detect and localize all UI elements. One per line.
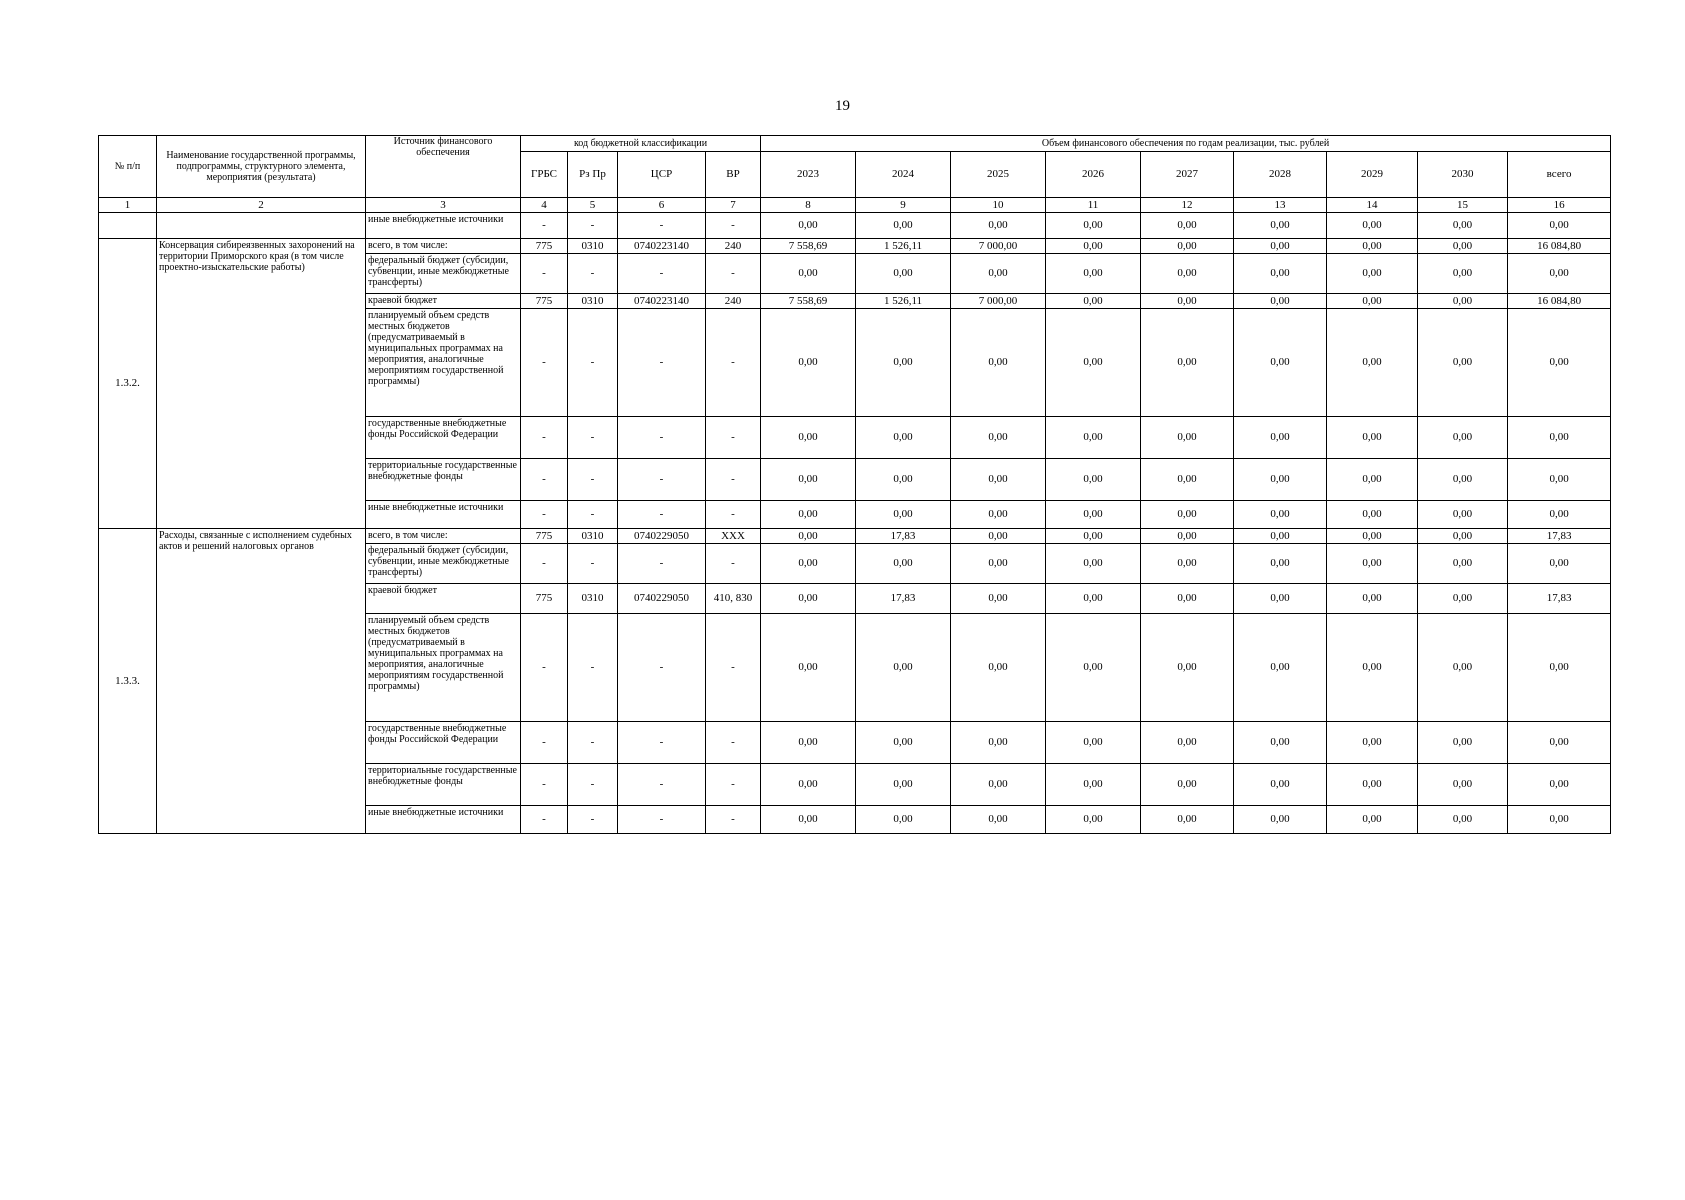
year-value-cell: 0,00 bbox=[1327, 417, 1418, 459]
budget-code-cell: 775 bbox=[521, 239, 568, 254]
budget-code-cell: 775 bbox=[521, 529, 568, 544]
year-value-cell: 0,00 bbox=[1418, 584, 1508, 614]
year-value-cell: 0,00 bbox=[951, 213, 1046, 239]
header-budget-code: код бюджетной классификации bbox=[521, 136, 761, 152]
budget-code-cell: - bbox=[618, 806, 706, 834]
year-value-cell: 0,00 bbox=[1046, 239, 1141, 254]
budget-code-cell: - bbox=[618, 614, 706, 722]
year-value-cell: 0,00 bbox=[1418, 417, 1508, 459]
budget-code-cell: 240 bbox=[706, 294, 761, 309]
year-value-cell: 0,00 bbox=[1418, 722, 1508, 764]
year-value-cell: 0,00 bbox=[761, 764, 856, 806]
header-code-col: ЦСР bbox=[618, 152, 706, 198]
year-value-cell: 0,00 bbox=[761, 254, 856, 294]
year-value-cell: 0,00 bbox=[761, 309, 856, 417]
column-number: 10 bbox=[951, 198, 1046, 213]
funding-source: всего, в том числе: bbox=[366, 239, 521, 254]
funding-source: краевой бюджет bbox=[366, 584, 521, 614]
header-column-numbers bbox=[99, 198, 1611, 213]
header-volume: Объем финансового обеспечения по годам реализации, тыс. рублей bbox=[761, 136, 1611, 152]
year-value-cell: 0,00 bbox=[1141, 294, 1234, 309]
budget-code-cell: - bbox=[568, 722, 618, 764]
year-value-cell: 17,83 bbox=[856, 529, 951, 544]
budget-code-cell: - bbox=[618, 459, 706, 501]
year-value-cell: 0,00 bbox=[1418, 544, 1508, 584]
year-value-cell: 0,00 bbox=[1234, 722, 1327, 764]
year-value-cell: 0,00 bbox=[1046, 459, 1141, 501]
year-value-cell: 0,00 bbox=[1141, 254, 1234, 294]
year-value-cell: 0,00 bbox=[761, 417, 856, 459]
budget-code-cell: - bbox=[521, 722, 568, 764]
year-value-cell: 0,00 bbox=[1327, 764, 1418, 806]
funding-source: государственные внебюджетные фонды Российской Федерации bbox=[366, 417, 521, 459]
budget-code-cell: - bbox=[521, 309, 568, 417]
funding-source: краевой бюджет bbox=[366, 294, 521, 309]
year-value-cell: 1 526,11 bbox=[856, 294, 951, 309]
year-value-cell: 0,00 bbox=[1234, 213, 1327, 239]
funding-source: федеральный бюджет (субсидии, субвенции, иные межбюджетные трансферты) bbox=[366, 544, 521, 584]
table-row bbox=[99, 213, 1611, 239]
year-value-cell: 0,00 bbox=[951, 614, 1046, 722]
header-year-col: 2024 bbox=[856, 152, 951, 198]
year-value-cell: 0,00 bbox=[761, 529, 856, 544]
year-value-cell: 0,00 bbox=[1141, 584, 1234, 614]
table-row bbox=[99, 239, 1611, 254]
total-cell: 0,00 bbox=[1508, 254, 1611, 294]
budget-code-cell: - bbox=[521, 254, 568, 294]
budget-code-cell: - bbox=[706, 309, 761, 417]
column-number: 9 bbox=[856, 198, 951, 213]
budget-code-cell: - bbox=[618, 722, 706, 764]
year-value-cell: 0,00 bbox=[1418, 213, 1508, 239]
year-value-cell: 0,00 bbox=[1234, 309, 1327, 417]
header-year-col: 2029 bbox=[1327, 152, 1418, 198]
budget-code-cell: - bbox=[706, 544, 761, 584]
budget-code-cell: - bbox=[568, 501, 618, 529]
year-value-cell: 0,00 bbox=[1234, 417, 1327, 459]
funding-source: планируемый объем средств местных бюджетов (предусматриваемый в муниципальных программах на мероприятия, аналогичные мероприятиям государственной программы) bbox=[366, 614, 521, 722]
year-value-cell: 0,00 bbox=[761, 722, 856, 764]
budget-code-cell: - bbox=[568, 614, 618, 722]
year-value-cell: 0,00 bbox=[1327, 584, 1418, 614]
year-value-cell: 0,00 bbox=[1327, 213, 1418, 239]
year-value-cell: 0,00 bbox=[1046, 764, 1141, 806]
year-value-cell: 0,00 bbox=[1141, 309, 1234, 417]
funding-source: планируемый объем средств местных бюджетов (предусматриваемый в муниципальных программах на мероприятия, аналогичные мероприятиям государственной программы) bbox=[366, 309, 521, 417]
measure-name: Расходы, связанные с исполнением судебных актов и решений налоговых органов bbox=[157, 529, 366, 834]
year-value-cell: 0,00 bbox=[761, 544, 856, 584]
funding-source: иные внебюджетные источники bbox=[366, 501, 521, 529]
year-value-cell: 0,00 bbox=[1234, 806, 1327, 834]
total-cell: 0,00 bbox=[1508, 544, 1611, 584]
year-value-cell: 0,00 bbox=[1046, 501, 1141, 529]
year-value-cell: 0,00 bbox=[1046, 213, 1141, 239]
year-value-cell: 0,00 bbox=[1418, 764, 1508, 806]
budget-code-cell: - bbox=[706, 213, 761, 239]
year-value-cell: 7 558,69 bbox=[761, 239, 856, 254]
budget-table bbox=[98, 135, 1611, 834]
year-value-cell: 0,00 bbox=[856, 501, 951, 529]
budget-code-cell: - bbox=[568, 459, 618, 501]
year-value-cell: 0,00 bbox=[1234, 614, 1327, 722]
budget-code-cell: - bbox=[521, 764, 568, 806]
total-cell: 0,00 bbox=[1508, 417, 1611, 459]
column-number: 7 bbox=[706, 198, 761, 213]
year-value-cell: 0,00 bbox=[1141, 239, 1234, 254]
year-value-cell: 0,00 bbox=[856, 254, 951, 294]
year-value-cell: 0,00 bbox=[856, 722, 951, 764]
year-value-cell: 7 000,00 bbox=[951, 294, 1046, 309]
column-number: 14 bbox=[1327, 198, 1418, 213]
year-value-cell: 0,00 bbox=[1141, 529, 1234, 544]
budget-code-cell: - bbox=[521, 213, 568, 239]
year-value-cell: 0,00 bbox=[1418, 309, 1508, 417]
column-number: 6 bbox=[618, 198, 706, 213]
year-value-cell: 0,00 bbox=[1141, 764, 1234, 806]
total-cell: 0,00 bbox=[1508, 501, 1611, 529]
year-value-cell: 1 526,11 bbox=[856, 239, 951, 254]
year-value-cell: 0,00 bbox=[1327, 614, 1418, 722]
budget-code-cell: - bbox=[618, 544, 706, 584]
year-value-cell: 0,00 bbox=[1327, 544, 1418, 584]
header-code-col: ВР bbox=[706, 152, 761, 198]
measure-name: Консервация сибиреязвенных захоронений на территории Приморского края (в том числе проектно-изыскательские работы) bbox=[157, 239, 366, 529]
budget-code-cell: - bbox=[618, 309, 706, 417]
budget-code-cell: - bbox=[706, 254, 761, 294]
year-value-cell: 0,00 bbox=[1234, 239, 1327, 254]
year-value-cell: 0,00 bbox=[1327, 254, 1418, 294]
header-year-col: 2023 bbox=[761, 152, 856, 198]
row-number: 1.3.3. bbox=[99, 529, 157, 834]
header-year-col: 2030 bbox=[1418, 152, 1508, 198]
year-value-cell: 0,00 bbox=[1327, 459, 1418, 501]
budget-code-cell: - bbox=[568, 806, 618, 834]
budget-code-cell: - bbox=[568, 544, 618, 584]
year-value-cell: 0,00 bbox=[1046, 806, 1141, 834]
budget-code-cell: - bbox=[521, 459, 568, 501]
year-value-cell: 0,00 bbox=[1046, 294, 1141, 309]
total-cell: 0,00 bbox=[1508, 614, 1611, 722]
header-year-col: всего bbox=[1508, 152, 1611, 198]
budget-code-cell: 0310 bbox=[568, 294, 618, 309]
budget-code-cell: 0310 bbox=[568, 529, 618, 544]
budget-code-cell: 0740229050 bbox=[618, 584, 706, 614]
column-number: 16 bbox=[1508, 198, 1611, 213]
year-value-cell: 0,00 bbox=[951, 544, 1046, 584]
budget-code-cell: - bbox=[568, 309, 618, 417]
budget-code-cell: 775 bbox=[521, 294, 568, 309]
budget-code-cell: 0310 bbox=[568, 584, 618, 614]
funding-source: территориальные государственные внебюджетные фонды bbox=[366, 459, 521, 501]
year-value-cell: 0,00 bbox=[761, 501, 856, 529]
budget-code-cell: - bbox=[618, 764, 706, 806]
budget-code-cell: - bbox=[568, 213, 618, 239]
year-value-cell: 0,00 bbox=[1234, 294, 1327, 309]
year-value-cell: 0,00 bbox=[1418, 254, 1508, 294]
year-value-cell: 0,00 bbox=[761, 213, 856, 239]
year-value-cell: 0,00 bbox=[1418, 614, 1508, 722]
year-value-cell: 0,00 bbox=[1234, 764, 1327, 806]
year-value-cell: 0,00 bbox=[1141, 417, 1234, 459]
total-cell: 0,00 bbox=[1508, 722, 1611, 764]
budget-code-cell: 240 bbox=[706, 239, 761, 254]
budget-code-cell: - bbox=[706, 501, 761, 529]
funding-source: иные внебюджетные источники bbox=[366, 806, 521, 834]
year-value-cell: 0,00 bbox=[761, 584, 856, 614]
budget-code-cell: - bbox=[618, 254, 706, 294]
year-value-cell: 0,00 bbox=[856, 459, 951, 501]
row-number: 1.3.2. bbox=[99, 239, 157, 529]
year-value-cell: 0,00 bbox=[1141, 614, 1234, 722]
header-year-col: 2026 bbox=[1046, 152, 1141, 198]
header-code-col: Рз Пр bbox=[568, 152, 618, 198]
year-value-cell: 0,00 bbox=[1046, 584, 1141, 614]
year-value-cell: 17,83 bbox=[856, 584, 951, 614]
year-value-cell: 0,00 bbox=[856, 417, 951, 459]
funding-source: территориальные государственные внебюджетные фонды bbox=[366, 764, 521, 806]
year-value-cell: 0,00 bbox=[1418, 501, 1508, 529]
column-number: 13 bbox=[1234, 198, 1327, 213]
year-value-cell: 0,00 bbox=[1141, 213, 1234, 239]
funding-source: иные внебюджетные источники bbox=[366, 213, 521, 239]
budget-code-cell: - bbox=[521, 417, 568, 459]
budget-code-cell: 0740223140 bbox=[618, 239, 706, 254]
funding-source: федеральный бюджет (субсидии, субвенции, иные межбюджетные трансферты) bbox=[366, 254, 521, 294]
column-number: 15 bbox=[1418, 198, 1508, 213]
budget-code-cell: - bbox=[568, 254, 618, 294]
total-cell: 0,00 bbox=[1508, 806, 1611, 834]
year-value-cell: 0,00 bbox=[1046, 254, 1141, 294]
column-number: 11 bbox=[1046, 198, 1141, 213]
year-value-cell: 0,00 bbox=[951, 417, 1046, 459]
budget-code-cell: 775 bbox=[521, 584, 568, 614]
year-value-cell: 0,00 bbox=[1327, 309, 1418, 417]
year-value-cell: 0,00 bbox=[761, 614, 856, 722]
budget-code-cell: - bbox=[521, 544, 568, 584]
table-row bbox=[99, 529, 1611, 544]
year-value-cell: 0,00 bbox=[1234, 529, 1327, 544]
budget-code-cell: 0740223140 bbox=[618, 294, 706, 309]
header-source: Источник финансового обеспечения bbox=[366, 136, 521, 198]
year-value-cell: 0,00 bbox=[1418, 239, 1508, 254]
budget-code-cell: 0740229050 bbox=[618, 529, 706, 544]
header-num: № п/п bbox=[99, 136, 157, 198]
budget-code-cell: 0310 bbox=[568, 239, 618, 254]
total-cell: 16 084,80 bbox=[1508, 294, 1611, 309]
budget-code-cell: - bbox=[706, 459, 761, 501]
header-name: Наименование государственной программы, подпрограммы, структурного элемента, мероприятия (результата) bbox=[157, 136, 366, 198]
budget-code-cell: - bbox=[568, 417, 618, 459]
row-number bbox=[99, 213, 157, 239]
year-value-cell: 0,00 bbox=[1141, 544, 1234, 584]
column-number: 5 bbox=[568, 198, 618, 213]
budget-code-cell: - bbox=[706, 764, 761, 806]
year-value-cell: 0,00 bbox=[1327, 294, 1418, 309]
budget-code-cell: - bbox=[618, 417, 706, 459]
year-value-cell: 0,00 bbox=[1418, 294, 1508, 309]
table-header bbox=[99, 136, 1611, 213]
budget-code-cell: - bbox=[521, 614, 568, 722]
year-value-cell: 7 000,00 bbox=[951, 239, 1046, 254]
year-value-cell: 0,00 bbox=[856, 309, 951, 417]
year-value-cell: 0,00 bbox=[951, 806, 1046, 834]
year-value-cell: 0,00 bbox=[1327, 806, 1418, 834]
year-value-cell: 0,00 bbox=[761, 459, 856, 501]
year-value-cell: 0,00 bbox=[951, 309, 1046, 417]
year-value-cell: 0,00 bbox=[1418, 459, 1508, 501]
budget-code-cell: - bbox=[618, 213, 706, 239]
year-value-cell: 0,00 bbox=[951, 459, 1046, 501]
year-value-cell: 0,00 bbox=[951, 254, 1046, 294]
year-value-cell: 0,00 bbox=[1234, 501, 1327, 529]
year-value-cell: 0,00 bbox=[1327, 529, 1418, 544]
year-value-cell: 0,00 bbox=[856, 614, 951, 722]
total-cell: 0,00 bbox=[1508, 764, 1611, 806]
year-value-cell: 0,00 bbox=[1046, 417, 1141, 459]
budget-code-cell: 410, 830 bbox=[706, 584, 761, 614]
column-number: 1 bbox=[99, 198, 157, 213]
year-value-cell: 0,00 bbox=[1141, 722, 1234, 764]
year-value-cell: 7 558,69 bbox=[761, 294, 856, 309]
budget-code-cell: - bbox=[521, 806, 568, 834]
year-value-cell: 0,00 bbox=[1418, 806, 1508, 834]
header-year-col: 2028 bbox=[1234, 152, 1327, 198]
year-value-cell: 0,00 bbox=[856, 213, 951, 239]
year-value-cell: 0,00 bbox=[951, 501, 1046, 529]
year-value-cell: 0,00 bbox=[1046, 722, 1141, 764]
year-value-cell: 0,00 bbox=[1141, 806, 1234, 834]
budget-code-cell: - bbox=[521, 501, 568, 529]
total-cell: 0,00 bbox=[1508, 309, 1611, 417]
budget-code-cell: - bbox=[706, 722, 761, 764]
year-value-cell: 0,00 bbox=[1234, 544, 1327, 584]
table-body bbox=[99, 213, 1611, 834]
budget-code-cell: - bbox=[706, 417, 761, 459]
year-value-cell: 0,00 bbox=[856, 544, 951, 584]
year-value-cell: 0,00 bbox=[1234, 459, 1327, 501]
year-value-cell: 0,00 bbox=[856, 806, 951, 834]
total-cell: 17,83 bbox=[1508, 584, 1611, 614]
total-cell: 0,00 bbox=[1508, 459, 1611, 501]
total-cell: 17,83 bbox=[1508, 529, 1611, 544]
year-value-cell: 0,00 bbox=[1046, 309, 1141, 417]
year-value-cell: 0,00 bbox=[1141, 501, 1234, 529]
year-value-cell: 0,00 bbox=[951, 529, 1046, 544]
year-value-cell: 0,00 bbox=[951, 722, 1046, 764]
total-cell: 0,00 bbox=[1508, 213, 1611, 239]
budget-code-cell: - bbox=[568, 764, 618, 806]
year-value-cell: 0,00 bbox=[1327, 239, 1418, 254]
budget-code-cell: - bbox=[706, 614, 761, 722]
column-number: 2 bbox=[157, 198, 366, 213]
year-value-cell: 0,00 bbox=[1046, 529, 1141, 544]
year-value-cell: 0,00 bbox=[951, 764, 1046, 806]
year-value-cell: 0,00 bbox=[1234, 584, 1327, 614]
total-cell: 16 084,80 bbox=[1508, 239, 1611, 254]
column-number: 8 bbox=[761, 198, 856, 213]
year-value-cell: 0,00 bbox=[761, 806, 856, 834]
year-value-cell: 0,00 bbox=[951, 584, 1046, 614]
funding-source: всего, в том числе: bbox=[366, 529, 521, 544]
year-value-cell: 0,00 bbox=[1327, 722, 1418, 764]
header-code-col: ГРБС bbox=[521, 152, 568, 198]
funding-source: государственные внебюджетные фонды Российской Федерации bbox=[366, 722, 521, 764]
budget-code-cell: XXX bbox=[706, 529, 761, 544]
year-value-cell: 0,00 bbox=[1234, 254, 1327, 294]
year-value-cell: 0,00 bbox=[1046, 544, 1141, 584]
measure-name bbox=[157, 213, 366, 239]
year-value-cell: 0,00 bbox=[1327, 501, 1418, 529]
column-number: 3 bbox=[366, 198, 521, 213]
budget-code-cell: - bbox=[706, 806, 761, 834]
column-number: 4 bbox=[521, 198, 568, 213]
year-value-cell: 0,00 bbox=[856, 764, 951, 806]
year-value-cell: 0,00 bbox=[1141, 459, 1234, 501]
header-year-col: 2027 bbox=[1141, 152, 1234, 198]
header-year-col: 2025 bbox=[951, 152, 1046, 198]
year-value-cell: 0,00 bbox=[1418, 529, 1508, 544]
year-value-cell: 0,00 bbox=[1046, 614, 1141, 722]
budget-code-cell: - bbox=[618, 501, 706, 529]
column-number: 12 bbox=[1141, 198, 1234, 213]
page-number: 19 bbox=[835, 98, 850, 114]
